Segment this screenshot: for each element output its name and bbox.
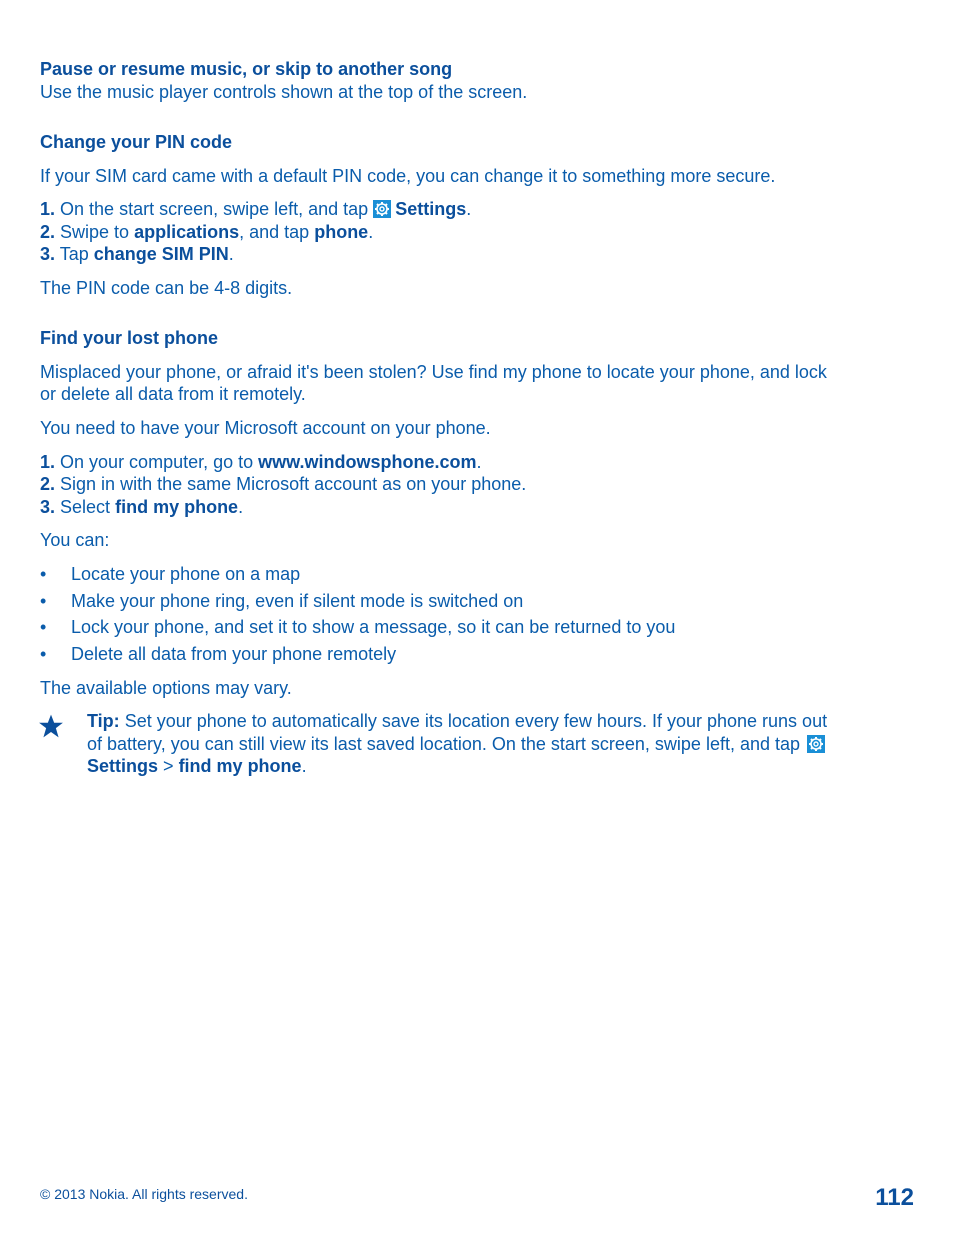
list-item-text: Make your phone ring, even if silent mode is switched on xyxy=(71,591,524,611)
step-text: Tap xyxy=(59,244,89,264)
step-text: Sign in with the same Microsoft account as on your phone. xyxy=(60,474,527,494)
lost-intro-line-2: or delete all data from it remotely. xyxy=(40,384,306,404)
list-item-text: Delete all data from your phone remotely xyxy=(71,644,397,664)
tip-text: Set your phone to automatically save its location every few hours. If your phone runs out xyxy=(124,711,828,731)
step-number: 2. xyxy=(40,474,56,494)
settings-label: Settings xyxy=(395,199,467,219)
list-item-text: Locate your phone on a map xyxy=(71,564,301,584)
gear-icon xyxy=(373,200,391,218)
tip-text: of battery, you can still view its last saved location. On the start screen, swipe left, and tap xyxy=(87,734,801,754)
pin-intro: If your SIM card came with a default PIN code, you can change it to something more secure. xyxy=(40,166,776,186)
copyright: © 2013 Nokia. All rights reserved. xyxy=(40,1186,248,1202)
windowsphone-link[interactable]: www.windowsphone.com xyxy=(258,452,477,472)
tip-line-3: Settings > find my phone. xyxy=(87,756,307,776)
settings-label: Settings xyxy=(87,756,159,776)
bullet-icon: • xyxy=(40,591,47,611)
lost-step-2 xyxy=(40,473,526,496)
step-text: Swipe to xyxy=(60,222,130,242)
pin-step-3: 3. Tap change SIM PIN. xyxy=(40,244,234,264)
phone-label: phone xyxy=(314,222,369,242)
tip-label: Tip: xyxy=(87,711,120,731)
step-number: 3. xyxy=(40,497,56,517)
step-number: 1. xyxy=(40,452,56,472)
list-item xyxy=(40,616,676,639)
lost-account: You need to have your Microsoft account on your phone. xyxy=(40,418,491,438)
lost-step-3: 3. Select find my phone. xyxy=(40,497,244,517)
lost-heading: Find your lost phone xyxy=(40,328,218,348)
music-text: Use the music player controls shown at the top of the screen. xyxy=(40,82,528,102)
change-sim-pin-label: change SIM PIN xyxy=(93,244,229,264)
page-number: 112 xyxy=(875,1184,914,1211)
pin-heading: Change your PIN code xyxy=(40,132,233,152)
lost-step-1: 1. On your computer, go to www.windowsphone.com. xyxy=(40,452,482,472)
step-text: On your computer, go to xyxy=(60,452,254,472)
pin-note: The PIN code can be 4-8 digits. xyxy=(40,278,293,298)
star-icon xyxy=(38,713,64,744)
list-item-text: Lock your phone, and set it to show a message, so it can be returned to you xyxy=(71,617,676,637)
you-can: You can: xyxy=(40,530,110,550)
step-text: Select xyxy=(60,497,111,517)
find-my-phone-label: find my phone xyxy=(115,497,239,517)
separator: > xyxy=(163,756,174,776)
gear-icon xyxy=(807,735,825,753)
bullet-icon: • xyxy=(40,617,47,637)
tip-line-2 xyxy=(87,733,829,756)
lost-intro-line-1: Misplaced your phone, or afraid it's been stolen? Use find my phone to locate your phone, and lock xyxy=(40,362,827,382)
step-text: , and tap xyxy=(239,222,310,242)
step-number: 3. xyxy=(40,244,56,264)
list-item xyxy=(40,563,301,586)
bullet-icon: • xyxy=(40,644,47,664)
tip-line-1 xyxy=(87,710,827,733)
step-number: 2. xyxy=(40,222,56,242)
find-my-phone-label: find my phone xyxy=(178,756,302,776)
list-item xyxy=(40,643,397,666)
applications-label: applications xyxy=(134,222,240,242)
step-number: 1. xyxy=(40,199,56,219)
bullet-icon: • xyxy=(40,564,47,584)
step-text: On the start screen, swipe left, and tap xyxy=(60,199,369,219)
pin-step-1: 1. On the start screen, swipe left, and tap Settings. xyxy=(40,199,472,219)
music-heading: Pause or resume music, or skip to another song xyxy=(40,59,453,79)
list-item xyxy=(40,590,524,613)
options-vary: The available options may vary. xyxy=(40,678,292,698)
pin-step-2: 2. Swipe to applications, and tap phone. xyxy=(40,222,374,242)
